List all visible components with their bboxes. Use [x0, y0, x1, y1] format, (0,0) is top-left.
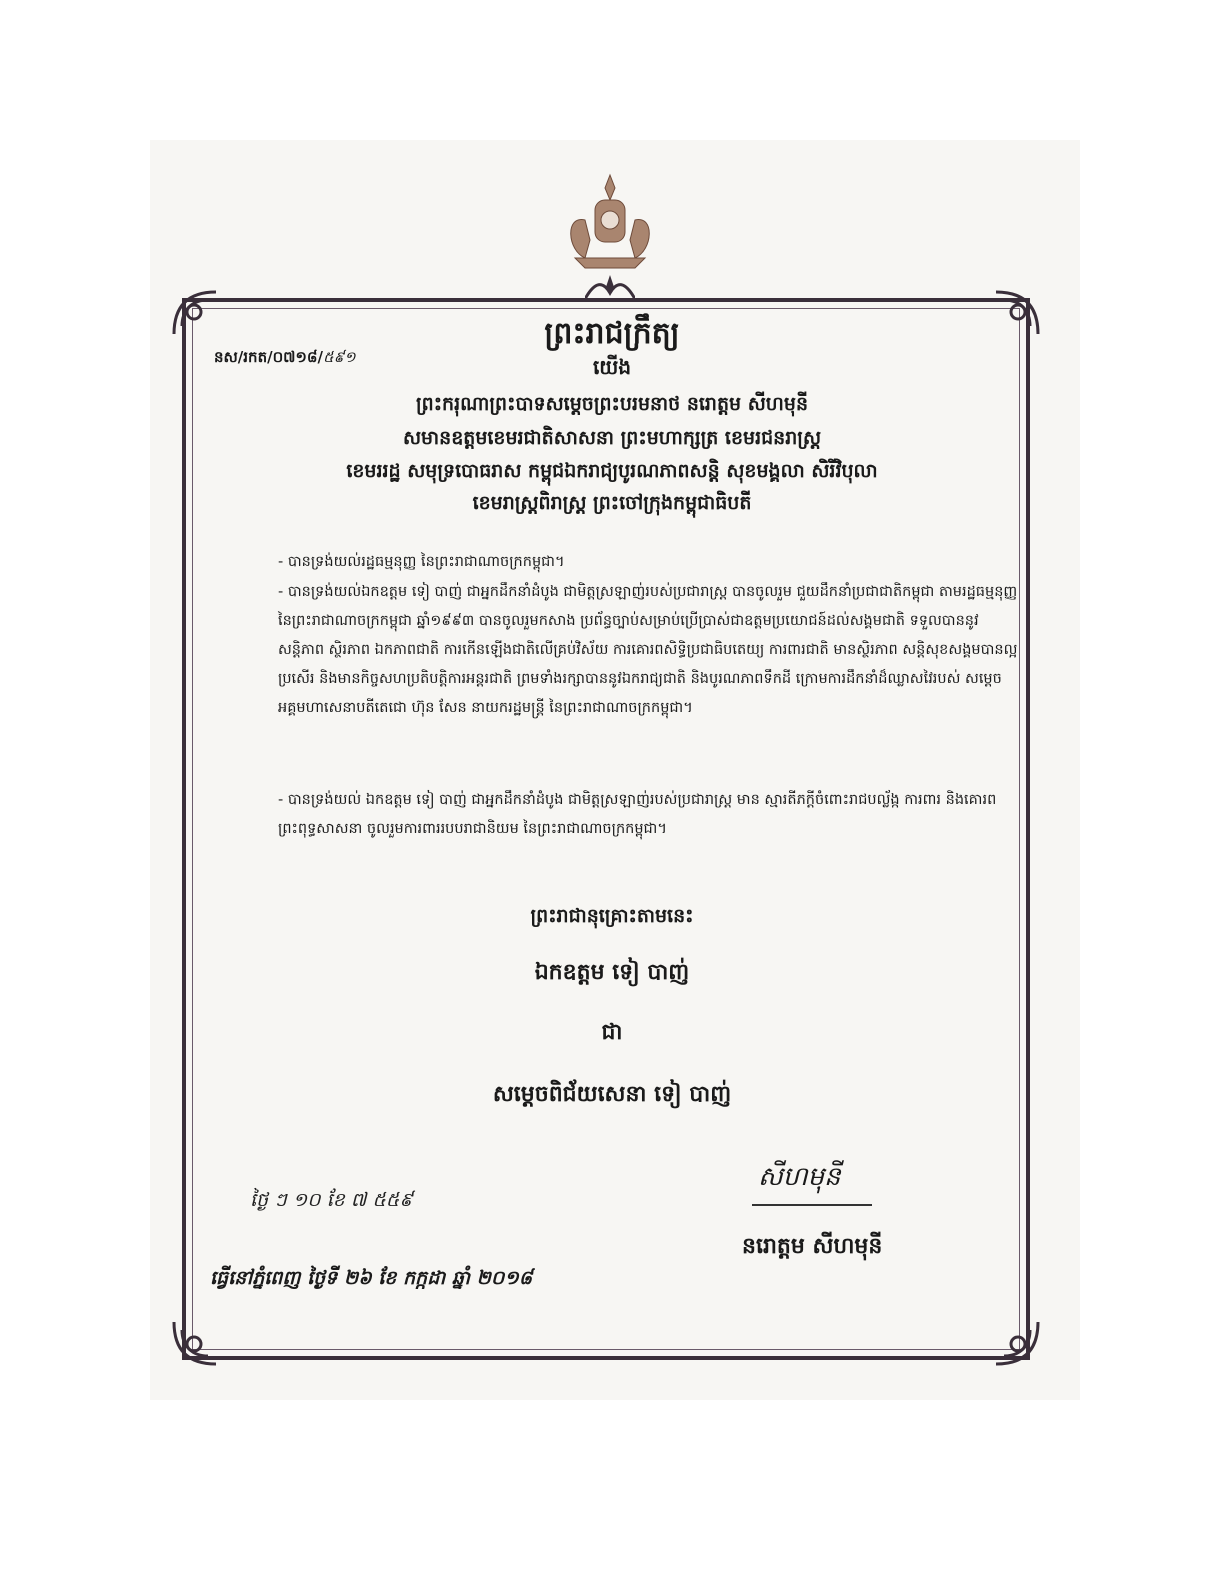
royal-signature: សីហមុនី — [758, 1162, 841, 1192]
paragraph-loyalty: - បានទ្រង់យល់ ឯកឧត្តម ទៀ បាញ់ ជាអ្នកដឹកនាំដំបូង ជាមិត្តស្រឡាញ់របស់ប្រជារាស្ត្រ មាន ស្មារតីភក្តីចំពោះរាជបល្ល័ង្ក ការពារ និងគោរពព្រះពុទ្ធសាសនា ចូលរួមការពាររបបរាជានិយម នៃព្រះរាជាណាចក្រកម្ពុជា។ — [278, 792, 997, 837]
signatory-name: នរោត្តម សីហមុនី — [742, 1234, 883, 1259]
decree-intro: ព្រះរាជានុគ្រោះតាមនេះ — [530, 905, 694, 927]
corner-ornament-icon — [990, 1316, 1044, 1370]
place-and-date: ធ្វើនៅភ្នំពេញ ថ្ងៃទី ២៦ ខែ កក្កដា ឆ្នាំ ២០១៨ — [210, 1267, 533, 1289]
heading-line: ខេមរាស្ត្រពិរាស្ត្រ ព្រះចៅក្រុងកម្ពុជាធិបតី — [472, 492, 752, 514]
we-heading: យើង — [592, 355, 632, 379]
recipient-name: ឯកឧត្តម ទៀ បាញ់ — [534, 960, 690, 985]
conferred-title: សម្តេចពិជ័យសេនា ទៀ បាញ់ — [492, 1082, 732, 1107]
signature-underline — [752, 1204, 872, 1206]
paragraph-constitution: - បានទ្រង់យល់រដ្ឋធម្មនុញ្ញ នៃព្រះរាជាណាចក្រកម្ពុជា។ — [278, 554, 565, 570]
reference-printed: នស/រកត/០៧១៨/ — [214, 348, 323, 366]
document-title: ព្រះរាជក្រឹត្យ — [544, 316, 680, 351]
decree-as: ជា — [601, 1020, 623, 1045]
heading-line: ព្រះករុណាព្រះបាទសម្តេចព្រះបរមនាថ នរោត្តម សីហមុនី — [415, 393, 809, 415]
reference-handwritten: ៥៩១ — [322, 348, 356, 366]
handwritten-date: ថ្ងៃ ៗ ១០ ខែ ៧ ៥៥៩ — [250, 1189, 413, 1211]
royal-coat-of-arms-icon — [555, 170, 665, 270]
heading-line: សមានឧត្តមខេមរជាតិសាសនា ព្រះមហាក្សត្រ ខេមរជនរាស្ត្រ — [402, 427, 822, 449]
corner-ornament-icon — [168, 1316, 222, 1370]
top-ornament-icon — [585, 275, 635, 301]
paragraph-merits: - បានទ្រង់យល់ឯកឧត្តម ទៀ បាញ់ ជាអ្នកដឹកនាំដំបូង ជាមិត្តស្រឡាញ់របស់ប្រជារាស្ត្រ បានចូលរួម ជួយដឹកនាំប្រជាជាតិកម្ពុជា តាមរដ្ឋធម្មនុញ្ញនៃព្រះរាជាណាចក្រកម្ពុជា ឆ្នាំ១៩៩៣ បានចូលរួមកសាង ប្រព័ន្ធច្បាប់សម្រាប់ប្រើប្រាស់ជាឧត្តមប្រយោជន៍ដល់សង្គមជាតិ ទទួលបាននូវសន្តិភាព ស្ថិរភាព ឯកភាពជាតិ ការកើនឡើងជាតិលើគ្រប់វិស័យ ការគោរពសិទ្ធិប្រជាធិបតេយ្យ ការពារជាតិ មានស្ថិរភាព សន្តិសុខសង្គមបានល្អប្រសើរ និងមានកិច្ចសហប្រតិបត្តិការអន្តរជាតិ ព្រមទាំងរក្សាបាននូវឯករាជ្យជាតិ និងបូរណភាពទឹកដី ក្រោមការដឹកនាំដ៏ឈ្លាសវៃរបស់ សម្តេចអគ្គមហាសេនាបតីតេជោ ហ៊ុន សែន នាយករដ្ឋមន្ត្រី នៃព្រះរាជាណាចក្រកម្ពុជា។ — [278, 584, 1018, 716]
heading-line: ខេមររដ្ឋ សមុទ្របោធរាស កម្ពុជឯករាជ្យបូរណភាពសន្តិ សុខមង្គលា សិរីវិបុលា — [346, 460, 878, 482]
